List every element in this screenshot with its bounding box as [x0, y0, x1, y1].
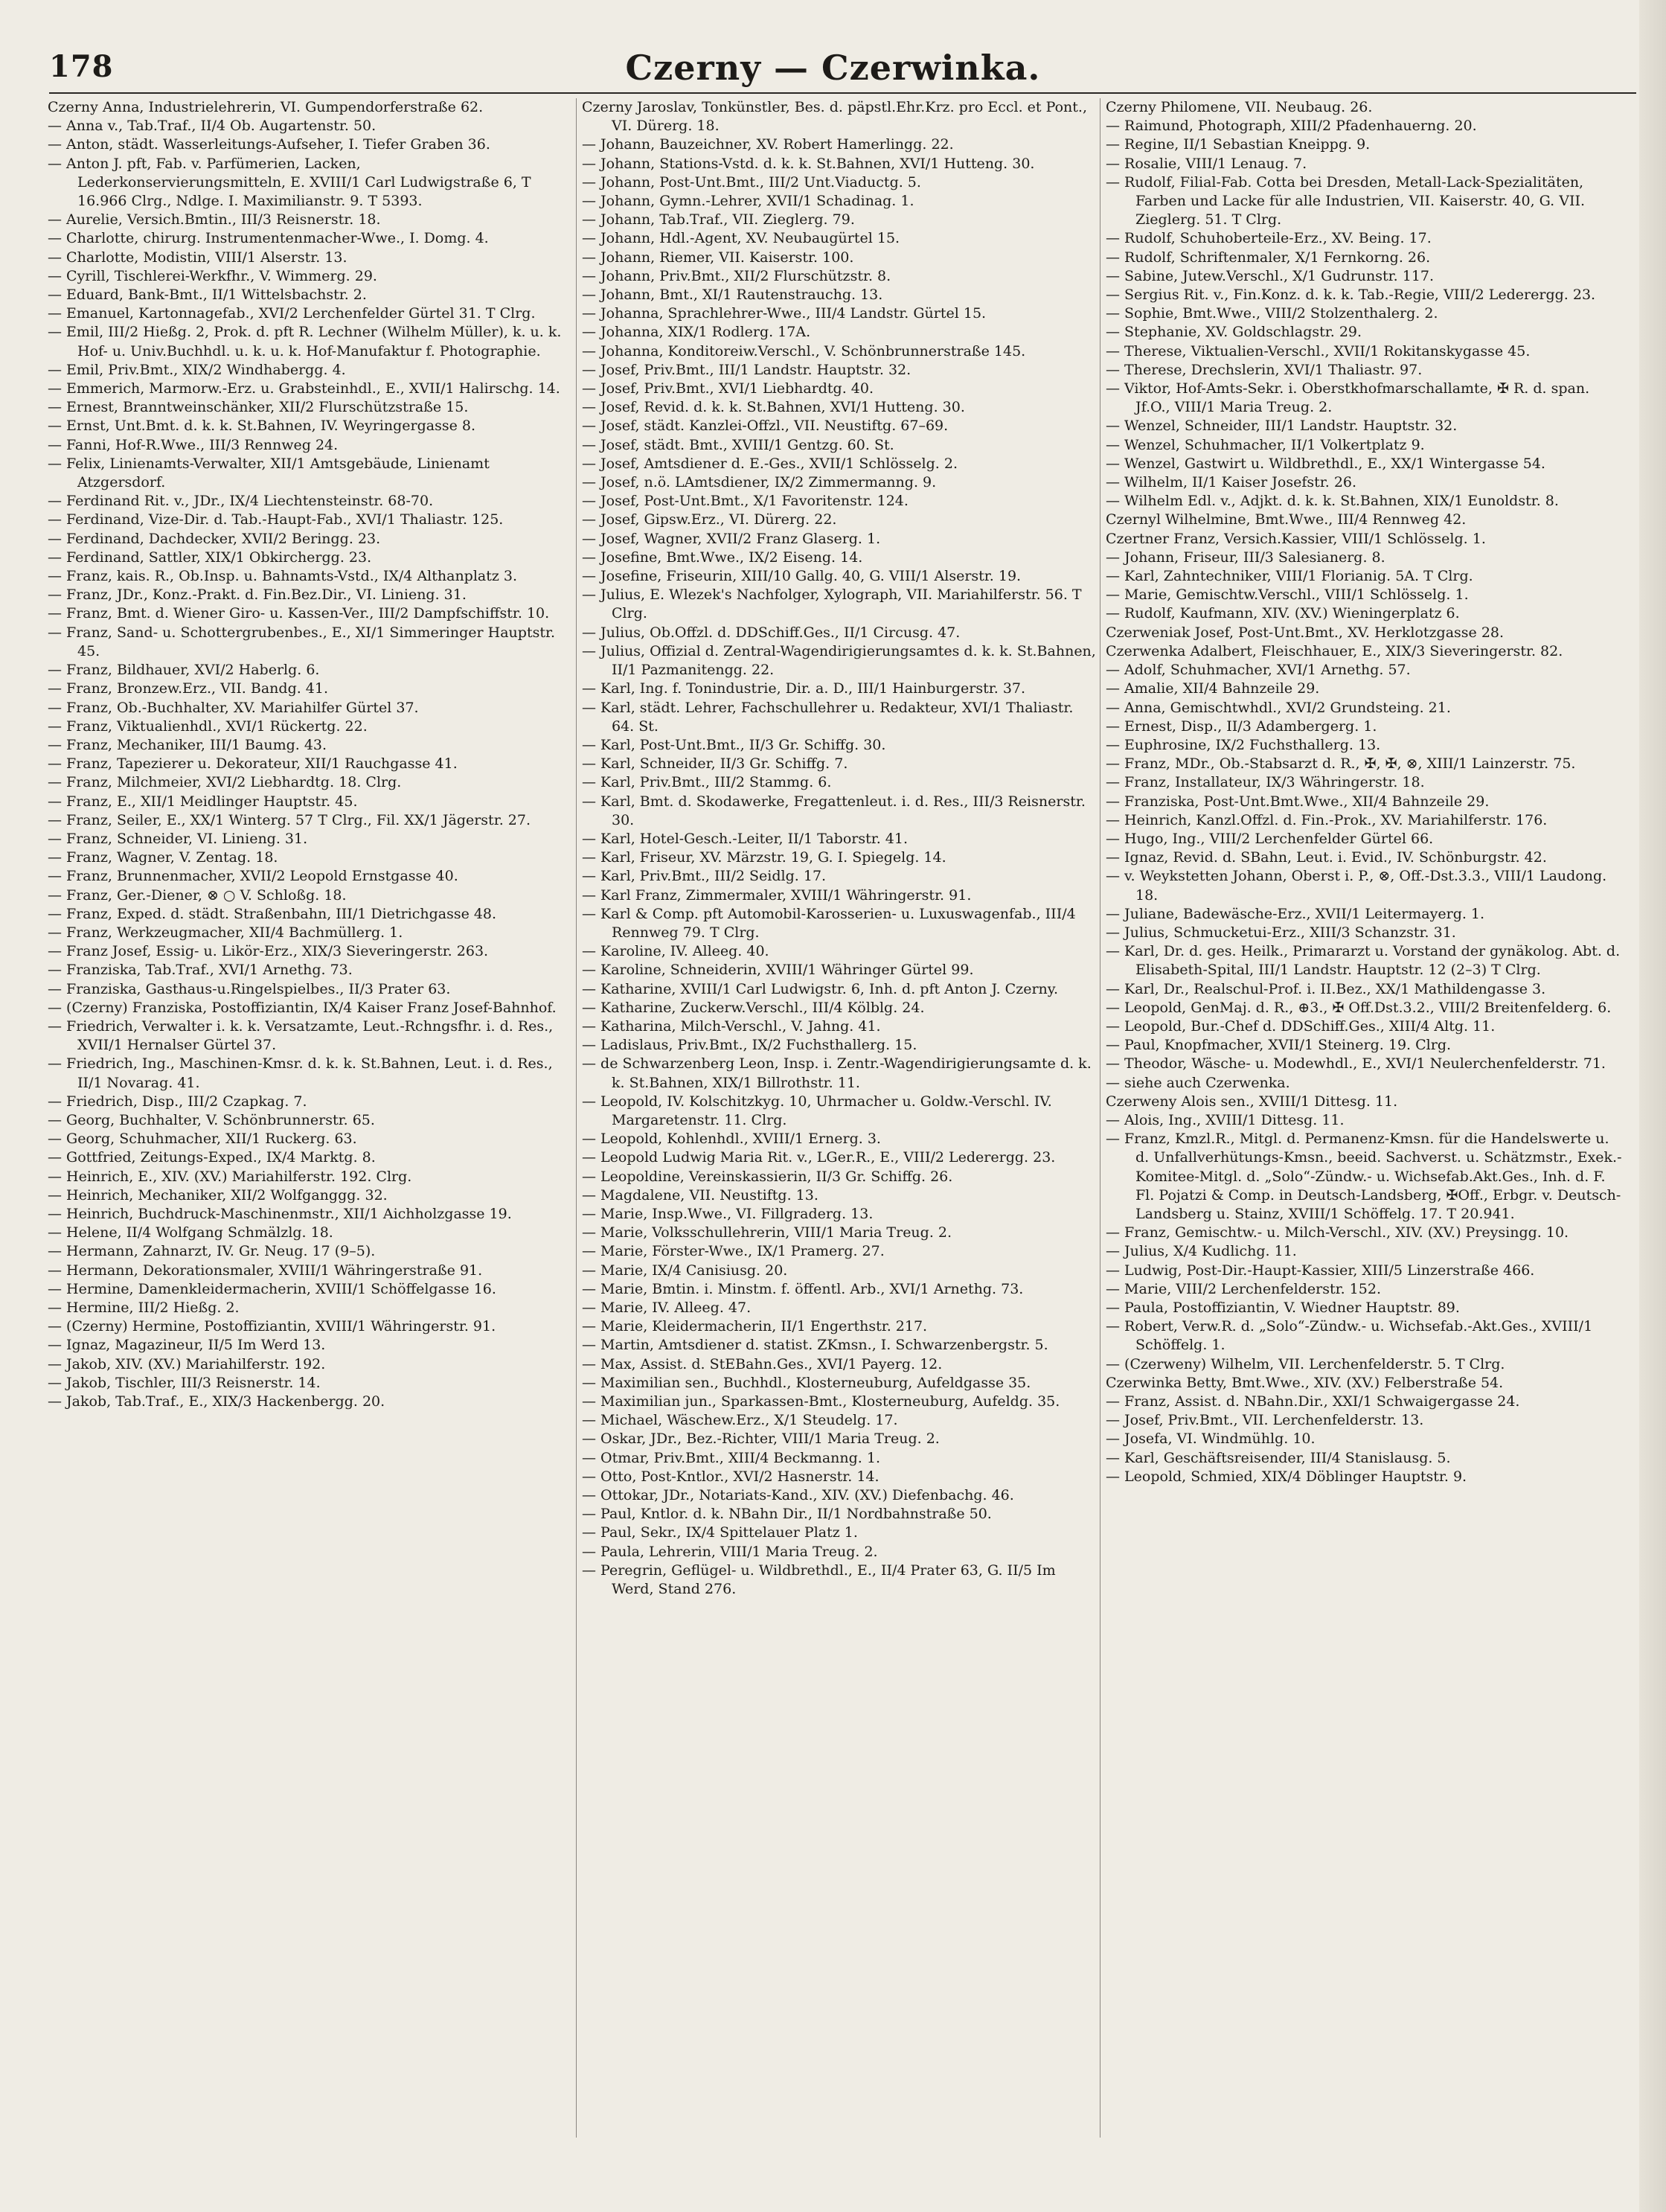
directory-entry: — Karl, städt. Lehrer, Fachschullehrer u. Redakteur, XVI/1 Thaliastr. 64. St. — [582, 699, 1074, 735]
directory-entry: — Ladislaus, Priv.Bmt., IX/2 Fuchsthallerg. 15. — [582, 1037, 917, 1054]
directory-entry: — Emil, Priv.Bmt., XIX/2 Windhabergg. 4. — [48, 361, 346, 378]
directory-entry: — Ferdinand, Vize-Dir. d. Tab.-Haupt-Fab., XVI/1 Thaliastr. 125. — [48, 511, 504, 528]
directory-entry: — Anna v., Tab.Traf., II/4 Ob. Augartenstr. 50. — [48, 118, 377, 135]
directory-entry: — Johann, Friseur, III/3 Salesianerg. 8. — [1106, 549, 1385, 566]
directory-entry: — Josef, Amtsdiener d. E.-Ges., XVII/1 Schlösselg. 2. — [582, 455, 958, 472]
directory-entry: — Fanni, Hof-R.Wwe., III/3 Rennweg 24. — [48, 436, 339, 453]
directory-entry: — Friedrich, Disp., III/2 Czapkag. 7. — [48, 1093, 307, 1110]
directory-entry: — Franz, Schneider, VI. Linieng. 31. — [48, 830, 308, 847]
directory-entry: — Karl Franz, Zimmermaler, XVIII/1 Währingerstr. 91. — [582, 886, 972, 904]
directory-entry: — Georg, Buchhalter, V. Schönbrunnerstr. 65. — [48, 1111, 375, 1128]
directory-entry: — Wenzel, Gastwirt u. Wildbrethdl., E., XX/1 Wintergasse 54. — [1106, 455, 1545, 472]
directory-entry: — Franz, Ob.-Buchhalter, XV. Mariahilfer Gürtel 37. — [48, 699, 419, 716]
directory-entry: — Paula, Lehrerin, VIII/1 Maria Treug. 2. — [582, 1543, 878, 1560]
directory-entry: — Anton, städt. Wasserleitungs-Aufseher, I. Tiefer Graben 36. — [48, 136, 490, 153]
directory-entry: — Josefine, Friseurin, XIII/10 Gallg. 40, G. VIII/1 Alserstr. 19. — [582, 568, 1022, 585]
directory-entry: — Franz, Assist. d. NBahn.Dir., XXI/1 Schwaigergasse 24. — [1106, 1393, 1520, 1410]
directory-entry: — Johann, Post-Unt.Bmt., III/2 Unt.Viaductg. 5. — [582, 173, 921, 191]
directory-entry: Czerwinka Betty, Bmt.Wwe., XIV. (XV.) Felberstraße 54. — [1106, 1374, 1504, 1391]
directory-entry: — Marie, VIII/2 Lerchenfelderstr. 152. — [1106, 1280, 1381, 1297]
directory-entry: — Katharina, Milch-Verschl., V. Jahng. 41. — [582, 1017, 881, 1035]
directory-entry: — Raimund, Photograph, XIII/2 Pfadenhauerng. 20. — [1106, 118, 1477, 135]
directory-entry: Czerweny Alois sen., XVIII/1 Dittesg. 11. — [1106, 1093, 1398, 1110]
directory-entry: — Franz, Sand- u. Schottergrubenbes., E., XI/1 Simmeringer Hauptstr. 45. — [48, 624, 556, 659]
directory-entry: — Anna, Gemischtwhdl., XVI/2 Grundsteing. 21. — [1106, 699, 1451, 716]
directory-entry: — Karl, Schneider, II/3 Gr. Schiffg. 7. — [582, 755, 848, 773]
directory-entry: — Karoline, IV. Alleeg. 40. — [582, 943, 769, 960]
directory-entry: — Johann, Hdl.-Agent, XV. Neubaugürtel 15. — [582, 230, 900, 247]
directory-entry: — Paul, Kntlor. d. k. NBahn Dir., II/1 Nordbahnstraße 50. — [582, 1506, 992, 1523]
directory-entry: — Max, Assist. d. StEBahn.Ges., XVI/1 Payerg. 12. — [582, 1355, 943, 1372]
directory-entry: — Felix, Linienamts-Verwalter, XII/1 Amtsgebäude, Linienamt Atzgersdorf. — [48, 455, 490, 491]
directory-entry: — Oskar, JDr., Bez.-Richter, VIII/1 Maria Treug. 2. — [582, 1431, 940, 1448]
directory-entry: — Rosalie, VIII/1 Lenaug. 7. — [1106, 155, 1307, 172]
directory-entry: — Julius, X/4 Kudlichg. 11. — [1106, 1243, 1297, 1260]
directory-entry: — Amalie, XII/4 Bahnzeile 29. — [1106, 680, 1320, 697]
directory-entry: — Franz, Gemischtw.- u. Milch-Verschl., XIV. (XV.) Preysingg. 10. — [1106, 1224, 1569, 1241]
directory-entry: — Karl, Bmt. d. Skodawerke, Fregattenleut. i. d. Res., III/3 Reisnerstr. 30. — [582, 793, 1086, 828]
directory-entry: — Heinrich, E., XIV. (XV.) Mariahilferstr. 192. Clrg. — [48, 1168, 412, 1185]
directory-entry: — Leopold, Kohlenhdl., XVIII/1 Ernerg. 3. — [582, 1131, 881, 1148]
directory-entry: — Josef, n.ö. LAmtsdiener, IX/2 Zimmermanng. 9. — [582, 474, 937, 491]
directory-entry: — Franz, Bmt. d. Wiener Giro- u. Kassen-Ver., III/2 Dampfschiffstr. 10. — [48, 605, 550, 622]
directory-entry: — Josef, Gipsw.Erz., VI. Dürerg. 22. — [582, 511, 837, 528]
directory-entry: — Franz, kais. R., Ob.Insp. u. Bahnamts-Vstd., IX/4 Althanplatz 3. — [48, 568, 518, 585]
directory-entry: — Karoline, Schneiderin, XVIII/1 Währinger Gürtel 99. — [582, 962, 974, 979]
directory-entry: — Paul, Knopfmacher, XVII/1 Steinerg. 19. Clrg. — [1106, 1037, 1452, 1054]
directory-entry: — (Czerny) Franziska, Postoffiziantin, IX/4 Kaiser Franz Josef-Bahnhof. — [48, 999, 557, 1016]
directory-entry: — Sabine, Jutew.Verschl., X/1 Gudrunstr. 117. — [1106, 267, 1435, 284]
directory-entry: — Ferdinand Rit. v., JDr., IX/4 Liechtensteinstr. 68-70. — [48, 493, 434, 510]
directory-entry: — Wilhelm Edl. v., Adjkt. d. k. k. St.Bahnen, XIX/1 Eunoldstr. 8. — [1106, 493, 1559, 510]
directory-entry: — Karl, Priv.Bmt., III/2 Seidlg. 17. — [582, 868, 827, 885]
directory-entry: — Hugo, Ing., VIII/2 Lerchenfelder Gürtel 66. — [1106, 830, 1434, 847]
directory-entry: — Josef, städt. Kanzlei-Offzl., VII. Neustiftg. 67–69. — [582, 418, 949, 435]
directory-entry: — Karl, Zahntechniker, VIII/1 Florianig. 5A. T Clrg. — [1106, 568, 1473, 585]
directory-entry: — Emmerich, Marmorw.-Erz. u. Grabsteinhdl., E., XVII/1 Halirschg. 14. — [48, 380, 560, 397]
directory-entry: — Ernst, Unt.Bmt. d. k. k. St.Bahnen, IV. Weyringergasse 8. — [48, 418, 475, 435]
directory-entry: — Friedrich, Ing., Maschinen-Kmsr. d. k. k. St.Bahnen, Leut. i. d. Res., II/1 Novarag. 41. — [48, 1055, 553, 1091]
directory-entry: — Charlotte, Modistin, VIII/1 Alserstr. 13. — [48, 249, 347, 266]
directory-entry: — Marie, Kleidermacherin, II/1 Engerthstr. 217. — [582, 1318, 928, 1335]
directory-entry: — Viktor, Hof-Amts-Sekr. i. Oberstkhofmarschallamte, ✠ R. d. span. Jf.O., VIII/1 Maria Treug. 2. — [1106, 380, 1590, 416]
directory-entry: — Magdalene, VII. Neustiftg. 13. — [582, 1186, 818, 1204]
directory-entry: — Marie, Insp.Wwe., VI. Fillgraderg. 13. — [582, 1205, 874, 1222]
directory-entry: — Aurelie, Versich.Bmtin., III/3 Reisnerstr. 18. — [48, 211, 381, 228]
directory-entry: — de Schwarzenberg Leon, Insp. i. Zentr.-Wagendirigierungsamte d. k. k. St.Bahnen, XIX/1 Billrothstr. 11. — [582, 1055, 1092, 1091]
directory-entry: — Johanna, XIX/1 Rodlerg. 17A. — [582, 324, 811, 341]
directory-entry: — Julius, Ob.Offzl. d. DDSchiff.Ges., II/1 Circusg. 47. — [582, 624, 961, 641]
directory-entry: — Ferdinand, Dachdecker, XVII/2 Beringg. 23. — [48, 530, 381, 547]
directory-entry: Czerny Jaroslav, Tonkünstler, Bes. d. päpstl.Ehr.Krz. pro Eccl. et Pont., VI. Dürerg. 18. — [582, 99, 1087, 135]
directory-entry: — Franz, E., XII/1 Meidlinger Hauptstr. 45. — [48, 793, 358, 810]
directory-entry: — Jakob, Tab.Traf., E., XIX/3 Hackenbergg. 20. — [48, 1393, 385, 1410]
directory-entry: — Leopold, Schmied, XIX/4 Döblinger Hauptstr. 9. — [1106, 1468, 1467, 1485]
directory-entry: — Ignaz, Revid. d. SBahn, Leut. i. Evid., IV. Schönburgstr. 42. — [1106, 849, 1547, 866]
directory-entry: — Juliane, Badewäsche-Erz., XVII/1 Leitermayerg. 1. — [1106, 905, 1485, 922]
directory-entry: — Robert, Verw.R. d. „Solo“-Zündw.- u. Wichsefab.-Akt.Ges., XVIII/1 Schöffelg. 1. — [1106, 1318, 1593, 1354]
directory-entry: — Heinrich, Mechaniker, XII/2 Wolfganggg. 32. — [48, 1186, 388, 1204]
directory-entry: — Cyrill, Tischlerei-Werkfhr., V. Wimmerg. 29. — [48, 267, 377, 284]
running-head: Czerny — Czerwinka. — [625, 48, 1041, 88]
directory-entry: — Peregrin, Geflügel- u. Wildbrethdl., E., II/4 Prater 63, G. II/5 Im Werd, Stand 276. — [582, 1561, 1056, 1598]
directory-entry: — Jakob, XIV. (XV.) Mariahilferstr. 192. — [48, 1355, 326, 1372]
directory-entry: — Heinrich, Kanzl.Offzl. d. Fin.-Prok., XV. Mariahilferstr. 176. — [1106, 811, 1548, 828]
directory-entry: — v. Weykstetten Johann, Oberst i. P., ⊗, Off.-Dst.3.3., VIII/1 Laudong. 18. — [1106, 868, 1607, 904]
directory-entry: — Julius, E. Wlezek's Nachfolger, Xylograph, VII. Mariahilferstr. 56. T Clrg. — [582, 586, 1082, 622]
directory-entry: — Franz, Seiler, E., XX/1 Winterg. 57 T Clrg., Fil. XX/1 Jägerstr. 27. — [48, 811, 531, 828]
directory-entry: — Marie, IX/4 Canisiusg. 20. — [582, 1262, 788, 1279]
directory-entry: — Helene, II/4 Wolfgang Schmälzlg. 18. — [48, 1224, 333, 1241]
directory-column-1 — [48, 98, 566, 2182]
page-edge — [1639, 0, 1666, 2212]
directory-entry: — Franz, Kmzl.R., Mitgl. d. Permanenz-Kmsn. für die Handelswerte u. d. Unfallverhütungs-Kmsn., beeid. Sachverst. u. Schätzmstr., Exek.-Komitee-Mitgl. d. „Solo“-Zündw.- u. Wichsefab.Akt.Ges., Inh. d. F. Fl. Pojatzi & Comp. in Deutsch-Landsberg, ✠Off., Erbgr. v. Deutsch-Landsberg u. Stainz, XVIII/1 Schöffelg. 17. T 20.941. — [1106, 1131, 1622, 1222]
directory-entry: — Rudolf, Filial-Fab. Cotta bei Dresden, Metall-Lack-Spezialitäten, Farben und Lacke für alle Industrien, VII. Kaiserstr. 40, G. VII. Zieglerg. 51. T Clrg. — [1106, 173, 1586, 228]
directory-entry: — Maximilian jun., Sparkassen-Bmt., Klosterneuburg, Aufeldg. 35. — [582, 1393, 1060, 1410]
directory-entry: — Johann, Bauzeichner, XV. Robert Hamerlingg. 22. — [582, 136, 954, 153]
directory-entry: — Franz, Ger.-Diener, ⊗ ○ V. Schloßg. 18. — [48, 886, 347, 904]
directory-entry: Czertner Franz, Versich.Kassier, VIII/1 Schlösselg. 1. — [1106, 530, 1486, 547]
directory-entry: — Eduard, Bank-Bmt., II/1 Wittelsbachstr. 2. — [48, 287, 367, 304]
directory-entry: — Johann, Tab.Traf., VII. Zieglerg. 79. — [582, 211, 855, 228]
directory-entry: — Theodor, Wäsche- u. Modewhdl., E., XVI/1 Neulerchenfelderstr. 71. — [1106, 1055, 1606, 1073]
directory-entry: — Ludwig, Post-Dir.-Haupt-Kassier, XIII/5 Linzerstraße 466. — [1106, 1262, 1535, 1279]
directory-entry: — Marie, Volksschullehrerin, VIII/1 Maria Treug. 2. — [582, 1224, 952, 1241]
directory-entry: — Josef, Post-Unt.Bmt., X/1 Favoritenstr. 124. — [582, 493, 909, 510]
directory-entry: — Franz Josef, Essig- u. Likör-Erz., XIX/3 Sieveringerstr. 263. — [48, 943, 489, 960]
directory-entry: Czerny Anna, Industrielehrerin, VI. Gumpendorferstraße 62. — [48, 99, 484, 115]
directory-entry: — Franz, Milchmeier, XVI/2 Liebhardtg. 18. Clrg. — [48, 774, 402, 791]
directory-entry: — Emanuel, Kartonnagefab., XVI/2 Lerchenfelder Gürtel 31. T Clrg. — [48, 305, 536, 322]
directory-entry: — Wilhelm, II/1 Kaiser Josefstr. 26. — [1106, 474, 1357, 491]
directory-entry: — Paul, Sekr., IX/4 Spittelauer Platz 1. — [582, 1524, 858, 1541]
directory-entry: — Marie, IV. Alleeg. 47. — [582, 1300, 752, 1316]
directory-entry: — Marie, Förster-Wwe., IX/1 Pramerg. 27. — [582, 1243, 885, 1260]
directory-entry: — Leopoldine, Vereinskassierin, II/3 Gr. Schiffg. 26. — [582, 1168, 953, 1185]
directory-entry: — Ferdinand, Sattler, XIX/1 Obkirchergg. 23. — [48, 549, 372, 566]
directory-entry: — Ernest, Branntweinschänker, XII/2 Flurschützstraße 15. — [48, 399, 469, 416]
directory-entry: — Franz, Brunnenmacher, XVII/2 Leopold Ernstgasse 40. — [48, 868, 458, 885]
directory-entry: — Josef, Revid. d. k. k. St.Bahnen, XVI/1 Hutteng. 30. — [582, 399, 965, 416]
directory-entry: — Josefa, VI. Windmühlg. 10. — [1106, 1431, 1316, 1448]
directory-entry: — Leopold, GenMaj. d. R., ⊕3., ✠ Off.Dst.3.2., VIII/2 Breitenfelderg. 6. — [1106, 999, 1612, 1016]
directory-entry: — Katharine, Zuckerw.Verschl., III/4 Kölblg. 24. — [582, 999, 925, 1016]
directory-entry: — Karl, Priv.Bmt., III/2 Stammg. 6. — [582, 774, 832, 791]
directory-entry: — Johanna, Konditoreiw.Verschl., V. Schönbrunnerstraße 145. — [582, 342, 1026, 359]
directory-entry: — Marie, Bmtin. i. Minstm. f. öffentl. Arb., XVI/1 Arnethg. 73. — [582, 1280, 1024, 1297]
directory-columns — [48, 98, 1625, 2182]
directory-entry: — Johann, Riemer, VII. Kaiserstr. 100. — [582, 249, 854, 266]
directory-entry: Czerwenka Adalbert, Fleischhauer, E., XIX/3 Sieveringerstr. 82. — [1106, 642, 1563, 659]
directory-entry: — Franziska, Gasthaus-u.Ringelspielbes., II/3 Prater 63. — [48, 980, 451, 997]
directory-entry: — Franz, Bronzew.Erz., VII. Bandg. 41. — [48, 680, 329, 697]
directory-entry: — Therese, Viktualien-Verschl., XVII/1 Rokitanskygasse 45. — [1106, 342, 1531, 359]
directory-entry: — Hermine, III/2 Hießg. 2. — [48, 1300, 240, 1316]
directory-entry: — Franz, MDr., Ob.-Stabsarzt d. R., ✠, ✠, ⊗, XIII/1 Lainzerstr. 75. — [1106, 755, 1576, 773]
directory-entry: — Adolf, Schuhmacher, XVI/1 Arnethg. 57. — [1106, 662, 1411, 679]
directory-entry: — Josef, Priv.Bmt., VII. Lerchenfelderstr. 13. — [1106, 1412, 1424, 1429]
directory-entry: — Josef, Priv.Bmt., XVI/1 Liebhardtg. 40. — [582, 380, 874, 397]
directory-entry: — Franz, Mechaniker, III/1 Baumg. 43. — [48, 736, 327, 753]
directory-entry: — Sophie, Bmt.Wwe., VIII/2 Stolzenthalerg. 2. — [1106, 305, 1438, 322]
directory-entry: — Johann, Stations-Vstd. d. k. k. St.Bahnen, XVI/1 Hutteng. 30. — [582, 155, 1035, 172]
directory-entry: — Sergius Rit. v., Fin.Konz. d. k. k. Tab.-Regie, VIII/2 Lederergg. 23. — [1106, 287, 1596, 304]
directory-entry: — Franziska, Post-Unt.Bmt.Wwe., XII/4 Bahnzeile 29. — [1106, 793, 1490, 810]
directory-entry: — Gottfried, Zeitungs-Exped., IX/4 Marktg. 8. — [48, 1149, 376, 1166]
directory-entry: — Maximilian sen., Buchhdl., Klosterneuburg, Aufeldgasse 35. — [582, 1374, 1031, 1391]
directory-entry: — Emil, III/2 Hießg. 2, Prok. d. pft R. Lechner (Wilhelm Müller), k. u. k. Hof- u. Univ.Buchhdl. u. k. u. k. Hof-Manufaktur f. Photographie. — [48, 324, 562, 359]
directory-entry: — Karl, Hotel-Gesch.-Leiter, II/1 Taborstr. 41. — [582, 830, 909, 847]
directory-entry: — Franz, Werkzeugmacher, XII/4 Bachmüllerg. 1. — [48, 924, 403, 941]
directory-entry: — Georg, Schuhmacher, XII/1 Ruckerg. 63. — [48, 1131, 357, 1148]
directory-entry: — Ignaz, Magazineur, II/5 Im Werd 13. — [48, 1337, 326, 1354]
directory-entry: — Karl, Friseur, XV. Märzstr. 19, G. I. Spiegelg. 14. — [582, 849, 946, 866]
directory-entry: — Johann, Gymn.-Lehrer, XVII/1 Schadinag. 1. — [582, 193, 914, 210]
directory-entry: — Josef, Priv.Bmt., III/1 Landstr. Hauptstr. 32. — [582, 361, 912, 378]
directory-entry: — Therese, Drechslerin, XVI/1 Thaliastr. 97. — [1106, 361, 1423, 378]
directory-entry: — Franz, Installateur, IX/3 Währingerstr. 18. — [1106, 774, 1425, 791]
directory-entry: — Paula, Postoffiziantin, V. Wiedner Hauptstr. 89. — [1106, 1300, 1460, 1316]
directory-entry: Czernyl Wilhelmine, Bmt.Wwe., III/4 Rennweg 42. — [1106, 511, 1467, 528]
directory-entry: — Rudolf, Schuhoberteile-Erz., XV. Being. 17. — [1106, 230, 1432, 247]
directory-entry: — Wenzel, Schuhmacher, II/1 Volkertplatz 9. — [1106, 436, 1425, 453]
directory-entry: — Katharine, XVIII/1 Carl Ludwigstr. 6, Inh. d. pft Anton J. Czerny. — [582, 980, 1059, 997]
directory-entry: — Julius, Offizial d. Zentral-Wagendirigierungsamtes d. k. k. St.Bahnen, II/1 Pazmanitengg. 22. — [582, 642, 1096, 679]
directory-entry: — Jakob, Tischler, III/3 Reisnerstr. 14. — [48, 1374, 321, 1391]
page-number: 178 — [49, 49, 114, 84]
directory-entry: — Julius, Schmucketui-Erz., XIII/3 Schanzstr. 31. — [1106, 924, 1456, 941]
directory-entry: — Otto, Post-Kntlor., XVI/2 Hasnerstr. 14. — [582, 1468, 880, 1485]
directory-entry: — Michael, Wäschew.Erz., X/1 Steudelg. 17. — [582, 1412, 898, 1429]
directory-column-2 — [582, 98, 1100, 2182]
directory-entry: — Leopold, Bur.-Chef d. DDSchiff.Ges., XIII/4 Altg. 11. — [1106, 1017, 1496, 1035]
directory-entry: — Anton J. pft, Fab. v. Parfümerien, Lacken, Lederkonservierungsmitteln, E. XVIII/1 Carl Ludwigstraße 6, T 16.966 Clrg., Ndlge. I. Maximilianstr. 9. T 5393. — [48, 155, 531, 210]
directory-entry: — Franz, Tapezierer u. Dekorateur, XII/1 Rauchgasse 41. — [48, 755, 458, 773]
directory-entry: — Rudolf, Kaufmann, XIV. (XV.) Wieningerplatz 6. — [1106, 605, 1460, 622]
directory-entry: — Ottokar, JDr., Notariats-Kand., XIV. (XV.) Diefenbachg. 46. — [582, 1487, 1014, 1504]
directory-entry: — Franz, Bildhauer, XVI/2 Haberlg. 6. — [48, 662, 320, 679]
directory-entry: — Johanna, Sprachlehrer-Wwe., III/4 Landstr. Gürtel 15. — [582, 305, 987, 322]
directory-entry: — (Czerny) Hermine, Postoffiziantin, XVIII/1 Währingerstr. 91. — [48, 1318, 496, 1335]
directory-entry: — Johann, Bmt., XI/1 Rautenstrauchg. 13. — [582, 287, 883, 304]
directory-entry: — Ernest, Disp., II/3 Adambergerg. 1. — [1106, 717, 1377, 735]
directory-entry: — Karl, Dr., Realschul-Prof. i. II.Bez., XX/1 Mathildengasse 3. — [1106, 980, 1546, 997]
directory-entry: — Karl, Dr. d. ges. Heilk., Primararzt u. Vorstand der gynäkolog. Abt. d. Elisabeth-Spital, III/1 Landstr. Hauptstr. 12 (2–3) T Clrg. — [1106, 943, 1621, 979]
directory-entry: — Charlotte, chirurg. Instrumentenmacher-Wwe., I. Domg. 4. — [48, 230, 489, 247]
directory-entry: Czerny Philomene, VII. Neubaug. 26. — [1106, 99, 1373, 115]
directory-entry: — Rudolf, Schriftenmaler, X/1 Fernkorng. 26. — [1106, 249, 1431, 266]
directory-entry: — Hermann, Zahnarzt, IV. Gr. Neug. 17 (9–5). — [48, 1243, 376, 1260]
directory-entry: — Leopold Ludwig Maria Rit. v., LGer.R., E., VIII/2 Lederergg. 23. — [582, 1149, 1056, 1166]
directory-entry: Czerweniak Josef, Post-Unt.Bmt., XV. Herklotzgasse 28. — [1106, 624, 1505, 641]
directory-entry: — Franz, JDr., Konz.-Prakt. d. Fin.Bez.Dir., VI. Linieng. 31. — [48, 586, 467, 604]
directory-entry: — Karl & Comp. pft Automobil-Karosserien- u. Luxuswagenfab., III/4 Rennweg 79. T Clrg. — [582, 905, 1076, 941]
directory-entry: — Franziska, Tab.Traf., XVI/1 Arnethg. 73. — [48, 962, 353, 979]
directory-entry: — Josef, Wagner, XVII/2 Franz Glaserg. 1. — [582, 530, 881, 547]
directory-entry: — Josef, städt. Bmt., XVIII/1 Gentzg. 60. St. — [582, 436, 894, 453]
directory-entry: — Wenzel, Schneider, III/1 Landstr. Hauptstr. 32. — [1106, 418, 1458, 435]
directory-column-3 — [1106, 98, 1624, 2182]
directory-entry: — Euphrosine, IX/2 Fuchsthallerg. 13. — [1106, 736, 1381, 753]
directory-entry: — Marie, Gemischtw.Verschl., VIII/1 Schlösselg. 1. — [1106, 586, 1469, 604]
directory-entry: — siehe auch Czerwenka. — [1106, 1074, 1290, 1091]
directory-entry: — Franz, Wagner, V. Zentag. 18. — [48, 849, 278, 866]
directory-entry: — (Czerweny) Wilhelm, VII. Lerchenfelderstr. 5. T Clrg. — [1106, 1355, 1505, 1372]
directory-entry: — Friedrich, Verwalter i. k. k. Versatzamte, Leut.-Rchngsfhr. i. d. Res., XVII/1 Hernalser Gürtel 37. — [48, 1017, 554, 1054]
directory-entry: — Hermann, Dekorationsmaler, XVIII/1 Währingerstraße 91. — [48, 1262, 483, 1279]
directory-entry: — Karl, Ing. f. Tonindustrie, Dir. a. D., III/1 Hainburgerstr. 37. — [582, 680, 1026, 697]
directory-entry: — Karl, Geschäftsreisender, III/4 Stanislausg. 5. — [1106, 1449, 1451, 1466]
directory-entry: — Heinrich, Buchdruck-Maschinenmstr., XII/1 Aichholzgasse 19. — [48, 1205, 512, 1222]
top-rule — [49, 92, 1636, 94]
directory-entry: — Martin, Amtsdiener d. statist. ZKmsn., I. Schwarzenbergstr. 5. — [582, 1337, 1048, 1354]
directory-entry: — Franz, Exped. d. städt. Straßenbahn, III/1 Dietrichgasse 48. — [48, 905, 497, 922]
directory-entry: — Otmar, Priv.Bmt., XIII/4 Beckmanng. 1. — [582, 1449, 880, 1466]
directory-entry: — Regine, II/1 Sebastian Kneippg. 9. — [1106, 136, 1371, 153]
directory-entry: — Leopold, IV. Kolschitzkyg. 10, Uhrmacher u. Goldw.-Verschl. IV. Margaretenstr. 11. Clrg. — [582, 1093, 1052, 1128]
directory-entry: — Josefine, Bmt.Wwe., IX/2 Eiseng. 14. — [582, 549, 863, 566]
directory-entry: — Karl, Post-Unt.Bmt., II/3 Gr. Schiffg. 30. — [582, 736, 886, 753]
directory-entry: — Hermine, Damenkleidermacherin, XVIII/1 Schöffelgasse 16. — [48, 1280, 496, 1297]
directory-entry: — Franz, Viktualienhdl., XVI/1 Rückertg. 22. — [48, 717, 368, 735]
directory-entry: — Stephanie, XV. Goldschlagstr. 29. — [1106, 324, 1362, 341]
directory-entry: — Alois, Ing., XVIII/1 Dittesg. 11. — [1106, 1111, 1345, 1128]
directory-entry: — Johann, Priv.Bmt., XII/2 Flurschützstr. 8. — [582, 267, 891, 284]
